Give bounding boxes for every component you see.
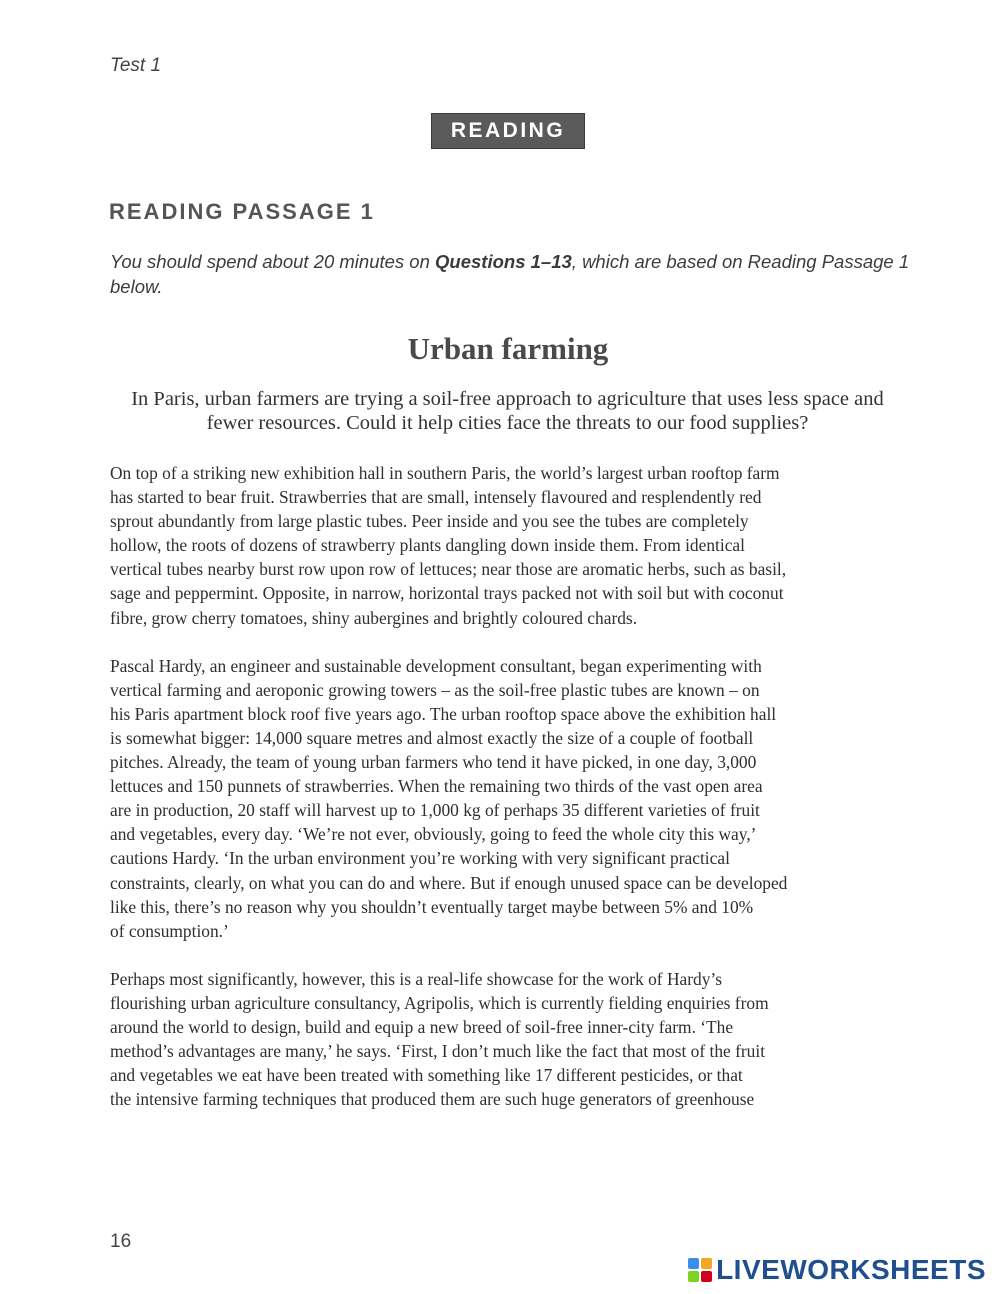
- paragraph-3: Perhaps most significantly, however, this is a real-life showcase for the work of Hardy’s flourishing urban agriculture consultancy, Agripolis, which is currently fielding enquiries from around the world to design, build and equip a new breed of soil-free inner-city farm. ‘The method’s advantages are many,’ he says. ‘First, I don’t much like the fact that most of the fruit and vegetables we eat have been treated with something like 17 different pesticides, or that the intensive farming techniques that produced them are such huge generators of greenhouse: [110, 968, 769, 1110]
- article-title: Urban farming: [407, 331, 609, 366]
- logo-square-1: [688, 1258, 699, 1269]
- article-body: [110, 461, 910, 1135]
- instruction-questions: Questions 1–13: [435, 251, 572, 272]
- instruction-post: , which are based on Reading Passage 1 below.: [110, 251, 910, 297]
- article-subtitle: In Paris, urban farmers are trying a soil-free approach to agriculture that uses less space and fewer resources. Could it help cities face the threats to our food supplies?: [131, 388, 884, 434]
- logo-square-4: [701, 1271, 712, 1282]
- liveworksheets-logo-icon: [688, 1258, 712, 1282]
- page-label: Test 1: [110, 55, 162, 76]
- section-banner: [431, 113, 585, 149]
- paragraph-1: On top of a striking new exhibition hall in southern Paris, the world’s largest urban rooftop farm has started to bear fruit. Strawberries that are small, intensely flavoured and resplendently red sprout abundantly from large plastic tubes. Peer inside and you see the tubes are completely hollow, the roots of dozens of strawberry plants dangling down inside them. From identical vertical tubes nearby burst row upon row of lettuces; near those are aromatic herbs, such as basil, sage and peppermint. Opposite, in narrow, horizontal trays packed not with soil but with coconut fibre, grow cherry tomatoes, shiny aubergines and brightly coloured chards.: [110, 463, 787, 628]
- passage-heading: READING PASSAGE 1: [109, 199, 375, 224]
- liveworksheets-watermark[interactable]: [688, 1254, 986, 1286]
- page-number: 16: [110, 1231, 132, 1252]
- instruction-text: [110, 249, 910, 299]
- logo-square-3: [688, 1271, 699, 1282]
- watermark-text: LIVEWORKSHEETS: [716, 1254, 986, 1285]
- logo-square-2: [701, 1258, 712, 1269]
- section-banner-label: READING: [450, 119, 566, 142]
- instruction-pre: You should spend about 20 minutes on: [110, 251, 436, 272]
- paragraph-2: Pascal Hardy, an engineer and sustainable development consultant, began experimenting with vertical farming and aeroponic growing towers – as the soil-free plastic tubes are known – on his Paris apartment block roof five years ago. The urban rooftop space above the exhibition hall is somewhat bigger: 14,000 square metres and almost exactly the size of a couple of football pitches. Already, the team of young urban farmers who tend it have picked, in one day, 3,000 lettuces and 150 punnets of strawberries. When the remaining two thirds of the vast open area are in production, 20 staff will harvest up to 1,000 kg of perhaps 35 different varieties of fruit and vegetables, every day. ‘We’re not ever, obviously, going to feed the whole city this way,’ cautions Hardy. ‘In the urban environment you’re working with very significant practical constraints, clearly, on what you can do and where. But if enough unused space can be developed like this, there’s no reason why you shouldn’t eventually target maybe between 5% and 10% of consumption.’: [110, 655, 788, 941]
